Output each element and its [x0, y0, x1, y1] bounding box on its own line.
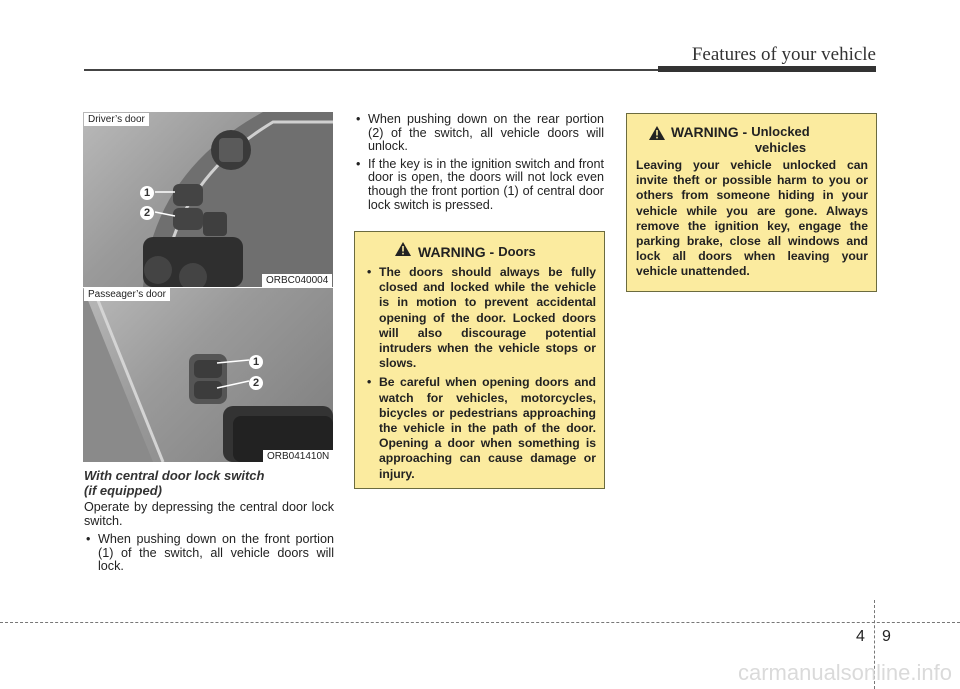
header-rule-accent — [658, 66, 876, 72]
warning-label: WARNING - — [671, 124, 748, 140]
driver-door-switch-illustration — [83, 112, 333, 287]
section-subheading: With central door lock switch (if equipped) — [84, 468, 265, 498]
list-item: • If the key is in the ignition switch and front door is open, the doors will not lock even though the front portion (1) of central door lock switch is pressed. — [354, 158, 604, 212]
watermark: carmanualsonline.info — [737, 660, 952, 685]
left-bullet-list — [84, 533, 334, 578]
right-bullet-list — [354, 113, 604, 216]
driver-figure-code: ORBC040004 — [262, 274, 332, 287]
passenger-door-label: Passeager’s door — [84, 288, 170, 301]
list-item: • When pushing down on the front portion (1) of the switch, all vehicle doors will lock. — [84, 533, 334, 574]
chapter-number: 4 — [856, 628, 865, 645]
callout-1-passenger: 1 — [249, 355, 263, 369]
list-item: • When pushing down on the rear portion (2) of the switch, all vehicle doors will unlock. — [354, 113, 604, 154]
driver-door-photo — [83, 112, 333, 287]
page-number: 9 — [882, 628, 891, 645]
callout-1: 1 — [140, 186, 154, 200]
callout-2: 2 — [140, 206, 154, 220]
list-item: • Be careful when opening doors and watch for vehicles, motorcycles, bicycles or pedestrians approaching the vehicle in the path of the door. Opening a door when something is approaching can cause damage or injury. — [365, 375, 596, 481]
warning-unlocked-box — [626, 113, 877, 292]
intro-paragraph: Operate by depressing the central door lock switch. — [84, 500, 334, 528]
footer-rule — [0, 622, 960, 623]
passenger-door-switch-illustration — [83, 288, 333, 462]
warning-topic: Unlocked vehicles — [751, 124, 810, 155]
warning-unlocked-header — [636, 124, 868, 156]
warning-doors-list — [365, 265, 596, 482]
page-header-title: Features of your vehicle — [691, 44, 876, 65]
warning-label: WARNING - — [418, 243, 495, 260]
callout-2-passenger: 2 — [249, 376, 263, 390]
warning-doors-box — [354, 231, 605, 489]
warning-topic: Doors — [498, 244, 536, 259]
driver-door-label: Driver’s door — [84, 113, 149, 126]
passenger-door-photo — [83, 288, 333, 462]
warning-triangle-icon — [395, 242, 411, 261]
warning-doors-header — [365, 242, 596, 261]
warning-triangle-icon — [649, 126, 665, 145]
warning-unlocked-text: Leaving your vehicle unlocked can invite theft or possible harm to you or others from someone hiding in your vehicle while you are gone. Always remove the ignition key, engage the parking brake, close all windows and lock all doors when leaving your vehicle unattended. — [636, 158, 868, 279]
list-item: • The doors should always be fully closed and locked while the vehicle is in motion to prevent accidental opening of the door. Locked doors will also discourage potential intruders when the vehicle stops or slows. — [365, 265, 596, 371]
passenger-figure-code: ORB041410N — [263, 450, 333, 463]
